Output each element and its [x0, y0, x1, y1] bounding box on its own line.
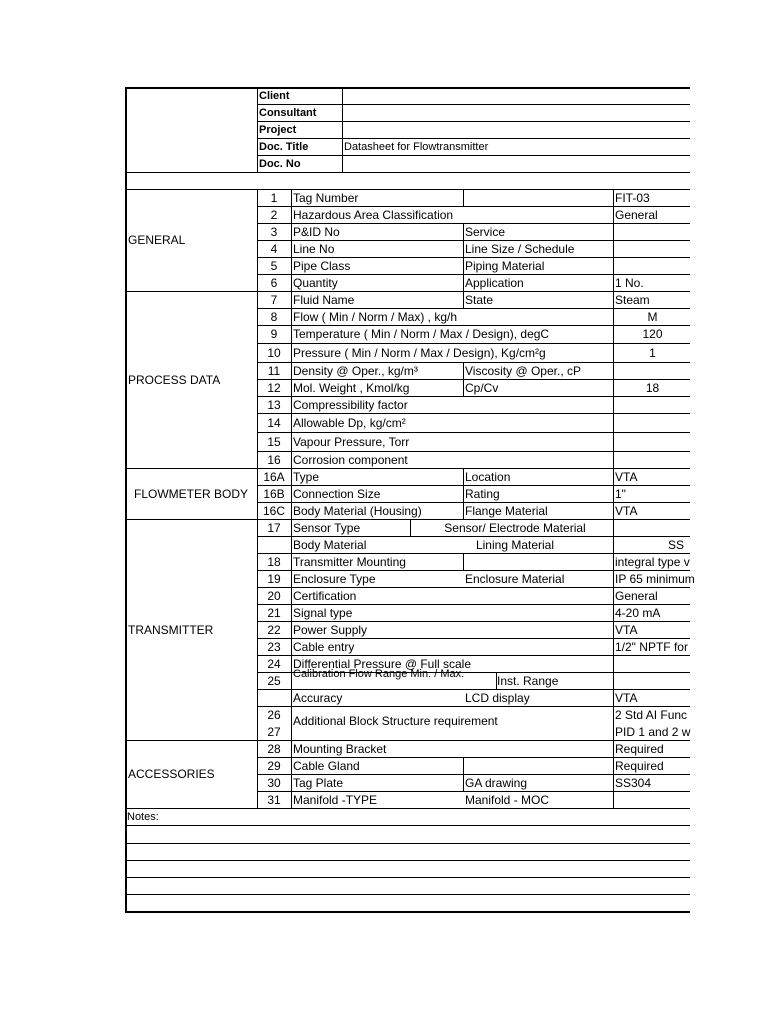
- row-label-2: Cp/Cv: [465, 380, 499, 395]
- section-title: TRANSMITTER: [128, 622, 214, 637]
- row-number: 12: [267, 380, 281, 395]
- row-number: 19: [267, 571, 281, 586]
- row-line: [125, 87, 690, 89]
- row-number: 2: [270, 207, 278, 222]
- column-line: [496, 672, 497, 689]
- header-label: Doc. Title: [259, 140, 309, 153]
- row-line: [125, 468, 690, 469]
- row-label-2: Manifold - MOC: [465, 792, 550, 807]
- row-label: Temperature ( Min / Norm / Max / Design), degC: [293, 327, 550, 341]
- row-line: [257, 325, 690, 326]
- row-line: [125, 291, 690, 292]
- row-number: 13: [267, 397, 281, 412]
- row-value: integral type v: [615, 554, 690, 569]
- row-label: Power Supply: [293, 622, 368, 637]
- row-number: 17: [267, 520, 281, 535]
- row-label: Compressibility factor: [293, 397, 408, 412]
- row-line: [125, 172, 690, 173]
- row-number: 30: [267, 775, 281, 790]
- row-number: 9: [270, 327, 278, 341]
- row-line: [125, 843, 690, 844]
- row-label: Manifold -TYPE: [293, 792, 378, 807]
- row-label: Signal type: [293, 605, 353, 620]
- row-label-2: Application: [465, 275, 524, 290]
- row-label-2: Piping Material: [465, 258, 545, 273]
- row-number: 31: [267, 792, 281, 807]
- column-line: [463, 257, 464, 274]
- row-label-2: Lining Material: [475, 537, 555, 552]
- row-label-2: Line Size / Schedule: [465, 241, 575, 256]
- row-value: VTA: [615, 690, 638, 705]
- row-value: 1": [615, 486, 626, 501]
- row-label: Flow ( Min / Norm / Max) , kg/h: [293, 309, 458, 324]
- row-label: Differential Pressure @ Full scale: [293, 656, 472, 671]
- row-number: 28: [267, 741, 281, 756]
- row-value: 1/2" NPTF for: [615, 639, 688, 654]
- row-number: 16: [267, 452, 281, 467]
- column-line: [463, 223, 464, 240]
- row-value: FIT-03: [615, 190, 650, 205]
- row-line: [125, 860, 690, 861]
- column-line: [410, 519, 411, 536]
- row-label-2: Rating: [465, 486, 500, 501]
- column-line: [463, 379, 464, 396]
- column-line: [257, 189, 258, 808]
- row-number: 14: [267, 415, 281, 430]
- row-line: [125, 894, 690, 895]
- notes-label: Notes:: [127, 810, 159, 823]
- row-label: Enclosure Type: [293, 571, 376, 586]
- column-line: [257, 87, 258, 172]
- row-label: Body Material (Housing): [293, 503, 422, 518]
- row-value: Required: [615, 741, 664, 756]
- row-value: SS304: [615, 775, 652, 790]
- row-value: 4-20 mA: [615, 605, 661, 620]
- row-label: Quantity: [293, 275, 338, 290]
- column-line: [463, 502, 464, 519]
- row-number: 23: [267, 639, 281, 654]
- column-line: [125, 87, 127, 913]
- row-label-2: Location: [465, 469, 511, 484]
- column-line: [463, 362, 464, 379]
- header-label: Client: [259, 89, 290, 102]
- row-number: 15: [267, 434, 281, 449]
- row-label: Accuracy: [293, 690, 343, 705]
- row-label: Mounting Bracket: [293, 741, 387, 756]
- row-label: Cable Gland: [293, 758, 360, 773]
- row-label: Tag Plate: [293, 775, 344, 790]
- row-value: VTA: [615, 503, 638, 518]
- row-line: [125, 911, 690, 913]
- row-line: [125, 519, 690, 520]
- row-label: Allowable Dp, kg/cm²: [293, 415, 406, 430]
- row-label: Pipe Class: [293, 258, 351, 273]
- row-number: 24: [267, 656, 281, 671]
- section-title: PROCESS DATA: [128, 372, 221, 387]
- row-number: 8: [270, 309, 278, 324]
- row-number: 18: [267, 554, 281, 569]
- row-number: 7: [270, 292, 278, 307]
- row-line: [257, 413, 690, 414]
- row-value: M: [647, 309, 658, 324]
- row-value: General: [615, 588, 658, 603]
- column-line: [291, 189, 292, 808]
- header-label: Consultant: [259, 106, 317, 119]
- row-label: Transmitter Mounting: [293, 554, 406, 569]
- column-line: [613, 189, 614, 808]
- row-line: [257, 343, 690, 344]
- row-label: Additional Block Structure requirement: [293, 714, 498, 728]
- row-label: Hazardous Area Classification: [293, 207, 454, 222]
- column-line: [463, 553, 464, 570]
- row-number: 10: [267, 345, 281, 360]
- row-number: 6: [270, 275, 278, 290]
- row-number: 16C: [262, 503, 285, 518]
- row-label-2: Flange Material: [465, 503, 548, 518]
- row-label: Sensor Type: [293, 520, 361, 535]
- row-label: Mol. Weight , Kmol/kg: [293, 380, 410, 395]
- column-line: [463, 189, 464, 206]
- row-label: Connection Size: [293, 486, 381, 501]
- row-label-2: Inst. Range: [497, 673, 559, 688]
- row-value: VTA: [615, 469, 638, 484]
- row-value: 120: [642, 327, 663, 341]
- row-label: Certification: [293, 588, 357, 603]
- row-label: Line No: [293, 241, 335, 256]
- row-label-2: State: [465, 292, 494, 307]
- column-line: [463, 468, 464, 485]
- row-number: 16B: [263, 486, 285, 501]
- row-label: Pressure ( Min / Norm / Max / Design), Kg/cm²g: [293, 345, 546, 360]
- header-label: Doc. No: [259, 157, 301, 170]
- row-value: 1: [649, 345, 656, 360]
- row-label-2: Enclosure Material: [465, 571, 565, 586]
- header-value: Datasheet for Flowtransmitter: [344, 140, 489, 153]
- row-number: 25: [267, 673, 281, 688]
- row-value: Steam: [615, 292, 650, 307]
- section-title: FLOWMETER BODY: [133, 486, 248, 501]
- section-title: ACCESSORIES: [128, 767, 215, 781]
- column-line: [463, 757, 464, 774]
- row-line: [125, 740, 690, 741]
- row-label: Body Material: [293, 537, 367, 552]
- row-label: Type: [293, 469, 320, 484]
- row-number: 11: [267, 363, 281, 378]
- row-label: Corrosion component: [293, 452, 408, 467]
- row-label: Fluid Name: [293, 292, 355, 307]
- row-label: Tag Number: [293, 190, 359, 205]
- row-number: 20: [267, 588, 281, 603]
- row-number: 27: [267, 724, 281, 739]
- row-number: 1: [270, 190, 278, 205]
- row-value: SS: [668, 537, 685, 552]
- row-value: IP 65 minimum: [615, 571, 695, 586]
- row-value: PID 1 and 2 w: [615, 724, 691, 739]
- row-number: 21: [267, 605, 281, 620]
- row-line: [125, 825, 690, 826]
- column-line: [463, 240, 464, 257]
- row-label-2: Service: [465, 224, 506, 239]
- column-line: [463, 291, 464, 308]
- row-value: 1 No.: [615, 275, 644, 290]
- row-value: Required: [615, 758, 664, 773]
- row-label-2: GA drawing: [465, 775, 528, 790]
- row-number: 4: [270, 241, 278, 256]
- row-label: Vapour Pressure, Torr: [293, 434, 410, 449]
- row-number: 29: [267, 758, 281, 773]
- row-label: P&ID No: [293, 224, 340, 239]
- row-label-2: LCD display: [465, 690, 530, 705]
- row-label-2: Viscosity @ Oper., cP: [465, 363, 581, 378]
- row-line: [257, 432, 690, 433]
- header-label: Project: [259, 123, 297, 136]
- row-number: 16A: [263, 469, 285, 484]
- row-number: 5: [270, 258, 278, 273]
- section-title: GENERAL: [128, 233, 186, 247]
- row-number: 3: [270, 224, 278, 239]
- column-line: [463, 485, 464, 502]
- row-line: [125, 877, 690, 878]
- row-label-2: Sensor/ Electrode Material: [444, 520, 586, 535]
- row-value: 18: [645, 380, 660, 395]
- row-number: 22: [267, 622, 281, 637]
- column-line: [463, 774, 464, 791]
- row-number: 26: [267, 707, 281, 722]
- row-label: Density @ Oper., kg/m³: [293, 363, 418, 378]
- row-value: General: [615, 207, 658, 222]
- row-label: Cable entry: [293, 639, 355, 654]
- column-line: [463, 274, 464, 291]
- row-value: VTA: [615, 622, 638, 637]
- row-label: Calibration Flow Range Min. / Max.: [293, 668, 465, 680]
- row-value: 2 Std AI Func: [615, 707, 688, 722]
